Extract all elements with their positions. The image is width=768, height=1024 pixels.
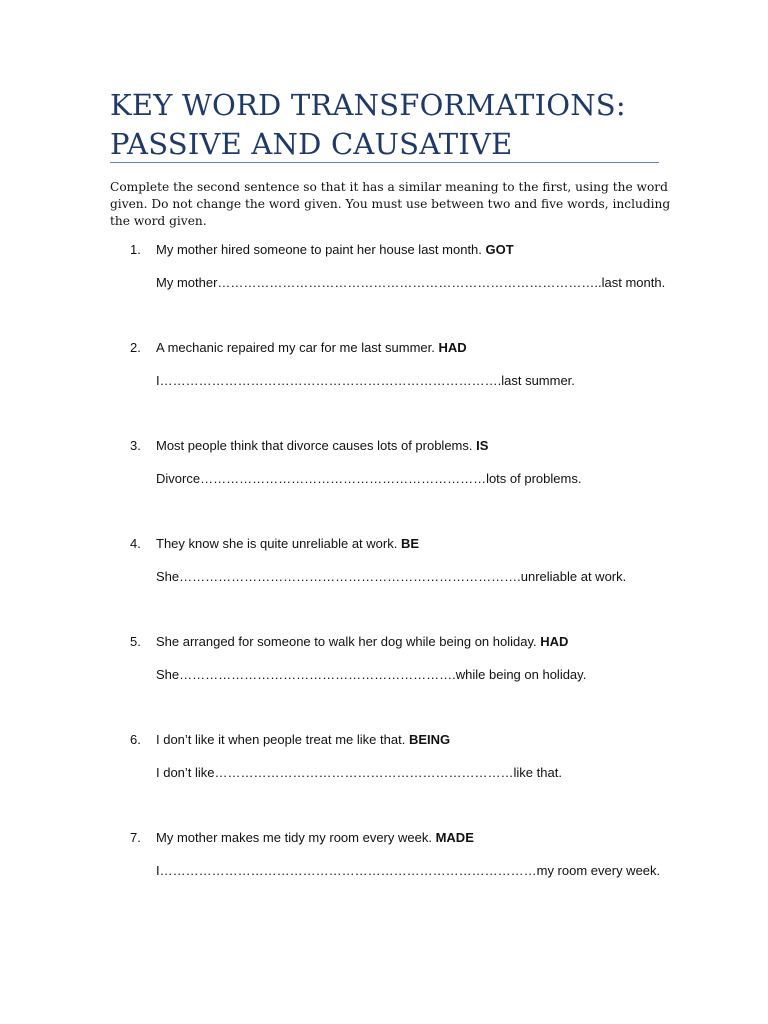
title-underline — [110, 162, 659, 163]
item-number: 2. — [130, 340, 141, 355]
key-word: HAD — [438, 340, 467, 355]
sentence-text: I don’t like it when people treat me like that. — [156, 732, 406, 747]
title-line-2: PASSIVE AND CAUSATIVE — [110, 127, 513, 161]
key-word: HAD — [540, 634, 569, 649]
item-number: 4. — [130, 536, 141, 551]
instructions-line-2: given. Do not change the word given. You must use between two and five words, including — [110, 197, 671, 211]
answer-line[interactable]: She…………………………………………………………………….unreliable at work. — [156, 569, 627, 584]
item-number: 3. — [130, 438, 141, 453]
sentence-text: My mother hired someone to paint her house last month. — [156, 242, 482, 257]
item-sentence — [156, 438, 488, 453]
item-sentence — [156, 242, 514, 257]
item-sentence — [156, 732, 450, 747]
sentence-text: My mother makes me tidy my room every week. — [156, 830, 432, 845]
sentence-text: She arranged for someone to walk her dog while being on holiday. — [156, 634, 537, 649]
answer-line[interactable]: She……………………………………………………….while being on holiday. — [156, 667, 587, 682]
item-sentence — [156, 340, 467, 355]
key-word: BE — [400, 536, 420, 551]
item-number: 5. — [130, 634, 141, 649]
key-word: GOT — [485, 242, 514, 257]
answer-line[interactable]: My mother……………………………………………………………………………..last month. — [156, 275, 666, 290]
instructions-line-3: the word given. — [110, 214, 207, 228]
page-title — [110, 86, 670, 164]
title-line-1: KEY WORD TRANSFORMATIONS: — [110, 88, 626, 122]
sentence-text: A mechanic repaired my car for me last summer. — [156, 340, 435, 355]
item-sentence — [156, 830, 474, 845]
answer-line[interactable]: I don’t like……………………………………………………………like that. — [156, 765, 562, 780]
answer-line[interactable]: I……………………………………………………………………………my room every week. — [156, 863, 661, 878]
sentence-text: Most people think that divorce causes lots of problems. — [156, 438, 473, 453]
sentence-text: They know she is quite unreliable at work. — [156, 536, 398, 551]
key-word: MADE — [435, 830, 474, 845]
key-word: BEING — [408, 732, 451, 747]
item-number: 6. — [130, 732, 141, 747]
item-number: 1. — [130, 242, 141, 257]
item-sentence — [156, 536, 419, 551]
item-number: 7. — [130, 830, 141, 845]
item-sentence — [156, 634, 568, 649]
answer-line[interactable]: Divorce…………………………………………………………lots of problems. — [156, 471, 582, 486]
instructions — [110, 179, 671, 230]
key-word: IS — [476, 438, 489, 453]
instructions-line-1: Complete the second sentence so that it has a similar meaning to the first, using the word — [110, 180, 668, 194]
answer-line[interactable]: I…………………………………………………………………….last summer. — [156, 373, 575, 388]
